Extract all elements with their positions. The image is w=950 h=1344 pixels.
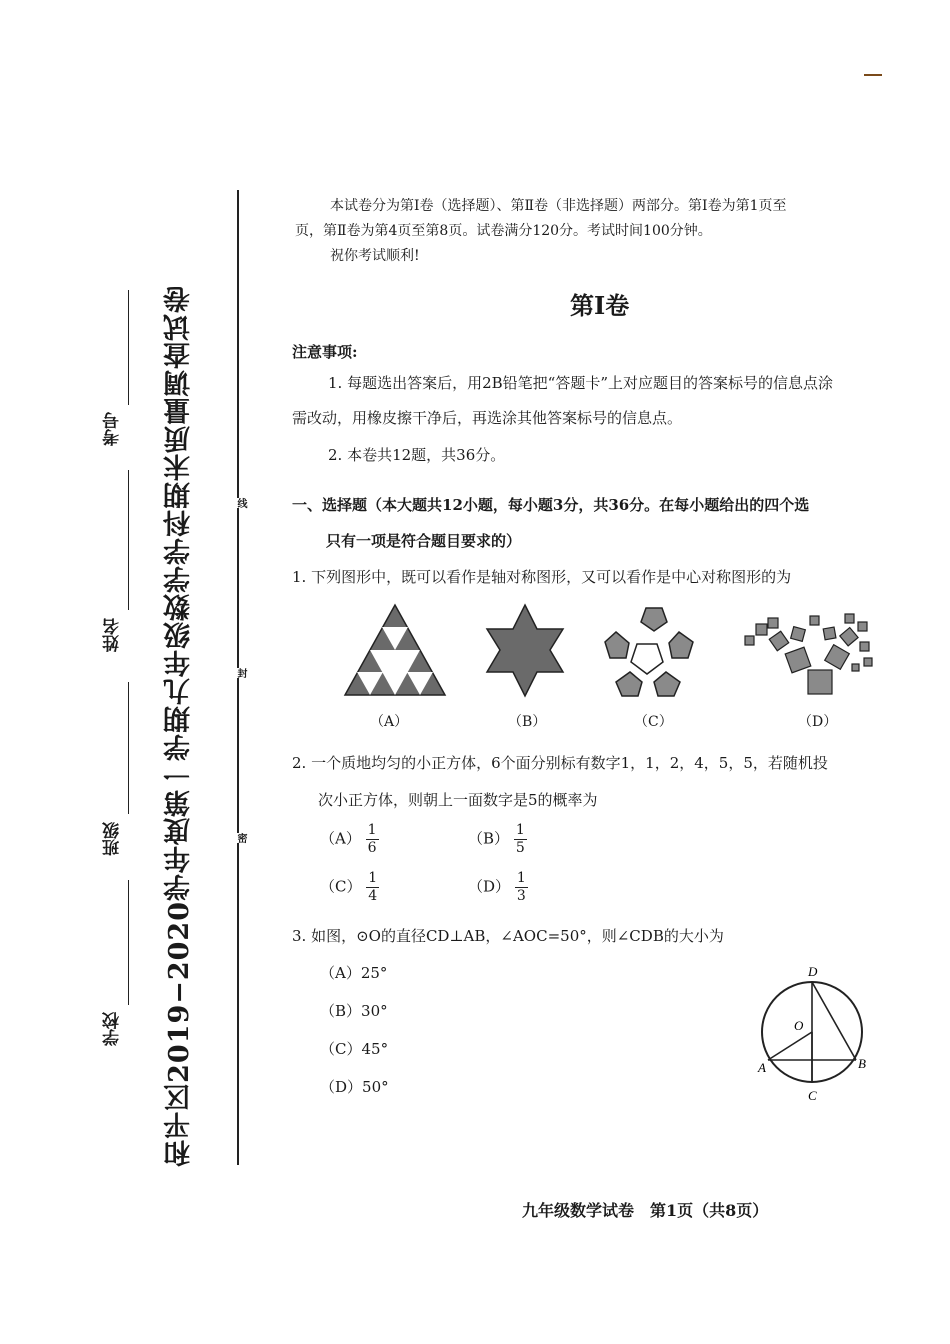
fraction: $\frac{1}{3}$	[516, 870, 526, 904]
field-name-label: 姓名	[103, 618, 123, 652]
field-school-label: 学校	[103, 1012, 123, 1046]
field-examno-blank[interactable]	[128, 290, 129, 405]
figure-d-tree-icon	[745, 614, 872, 694]
fraction: $\frac{1}{4}$	[368, 870, 378, 904]
figure-a-triangle-icon	[345, 605, 445, 695]
intro-line-2: 页，第Ⅱ卷为第4页至第8页。试卷满分120分。考试时间100分钟。	[295, 223, 712, 239]
scan-mark	[864, 74, 882, 76]
notes-item-2: 2. 本卷共12题，共36分。	[328, 446, 506, 464]
q3-circle-figure	[750, 962, 880, 1107]
intro-line-1: 本试卷分为第Ⅰ卷（选择题）、第Ⅱ卷（非选择题）两部分。第Ⅰ卷为第1页至	[330, 198, 787, 214]
seal-mark-secret: 密	[228, 833, 248, 843]
q3-option-c[interactable]: （C）45°	[320, 1040, 389, 1058]
q3-option-a[interactable]: （A）25°	[320, 964, 388, 982]
q2-option-b[interactable]: （B） $\frac{1}{5}$	[468, 822, 525, 856]
point-b-label: B	[858, 1056, 866, 1071]
figure-b-star-icon	[487, 605, 563, 696]
field-class-blank[interactable]	[128, 682, 129, 814]
q3-option-b[interactable]: （B）30°	[320, 1002, 388, 1020]
field-school-blank[interactable]	[128, 880, 129, 1005]
notes-heading: 注意事项:	[292, 343, 358, 361]
q2-stem-a: 2. 一个质地均匀的小正方体，6个面分别标有数字1，1，2，4，5，5，若随机投	[292, 754, 828, 772]
field-name-blank[interactable]	[128, 470, 129, 610]
seal-mark-seal: 封	[228, 668, 248, 678]
q2-option-d[interactable]: （D） $\frac{1}{3}$	[468, 870, 526, 904]
q1-label-d: （D）	[798, 714, 838, 730]
q1-stem: 1. 下列图形中，既可以看作是轴对称图形，又可以看作是中心对称图形的为	[292, 568, 792, 586]
fraction: $\frac{1}{6}$	[367, 822, 377, 856]
part1-heading-a: 一、选择题（本大题共12小题，每小题3分，共36分。在每小题给出的四个选	[292, 496, 810, 514]
q2-option-a[interactable]: （A） $\frac{1}{6}$	[320, 822, 377, 856]
intro-line-3: 祝你考试顺利!	[330, 248, 420, 264]
fraction: $\frac{1}{5}$	[515, 822, 525, 856]
point-d-label: D	[808, 964, 818, 979]
exam-side-title: 和平区2019−2020学年度第一学期九年级数学学科期末质量调查试卷	[164, 285, 195, 1167]
field-class-label: 班级	[103, 822, 123, 856]
point-o-label: O	[794, 1018, 804, 1033]
q3-option-d[interactable]: （D）50°	[320, 1078, 389, 1096]
q3-stem: 3. 如图，⊙O的直径CD⊥AB，∠AOC=50°，则∠CDB的大小为	[292, 927, 724, 945]
page-footer: 九年级数学试卷 第1页（共8页）	[522, 1201, 769, 1220]
field-examno-label: 考号	[103, 412, 123, 446]
q1-label-c: （C）	[634, 714, 673, 730]
notes-item-1b: 需改动，用橡皮擦干净后，再选涂其他答案标号的信息点。	[292, 409, 683, 427]
seal-mark-line: 线	[228, 498, 248, 508]
q1-label-b: （B）	[508, 714, 547, 730]
q2-stem-b: 次小正方体，则朝上一面数字是5的概率为	[318, 791, 598, 809]
point-a-label: A	[758, 1060, 766, 1075]
q2-option-c[interactable]: （C） $\frac{1}{4}$	[320, 870, 378, 904]
q1-figures	[340, 600, 880, 705]
section-title: 第Ⅰ卷	[570, 291, 630, 320]
notes-item-1a: 1. 每题选出答案后，用2B铅笔把“答题卡”上对应题目的答案标号的信息点涂	[328, 374, 833, 392]
q1-label-a: （A）	[370, 714, 409, 730]
figure-c-pentagons-icon	[605, 608, 693, 696]
point-c-label: C	[808, 1088, 817, 1103]
part1-heading-b: 只有一项是符合题目要求的）	[326, 532, 522, 550]
